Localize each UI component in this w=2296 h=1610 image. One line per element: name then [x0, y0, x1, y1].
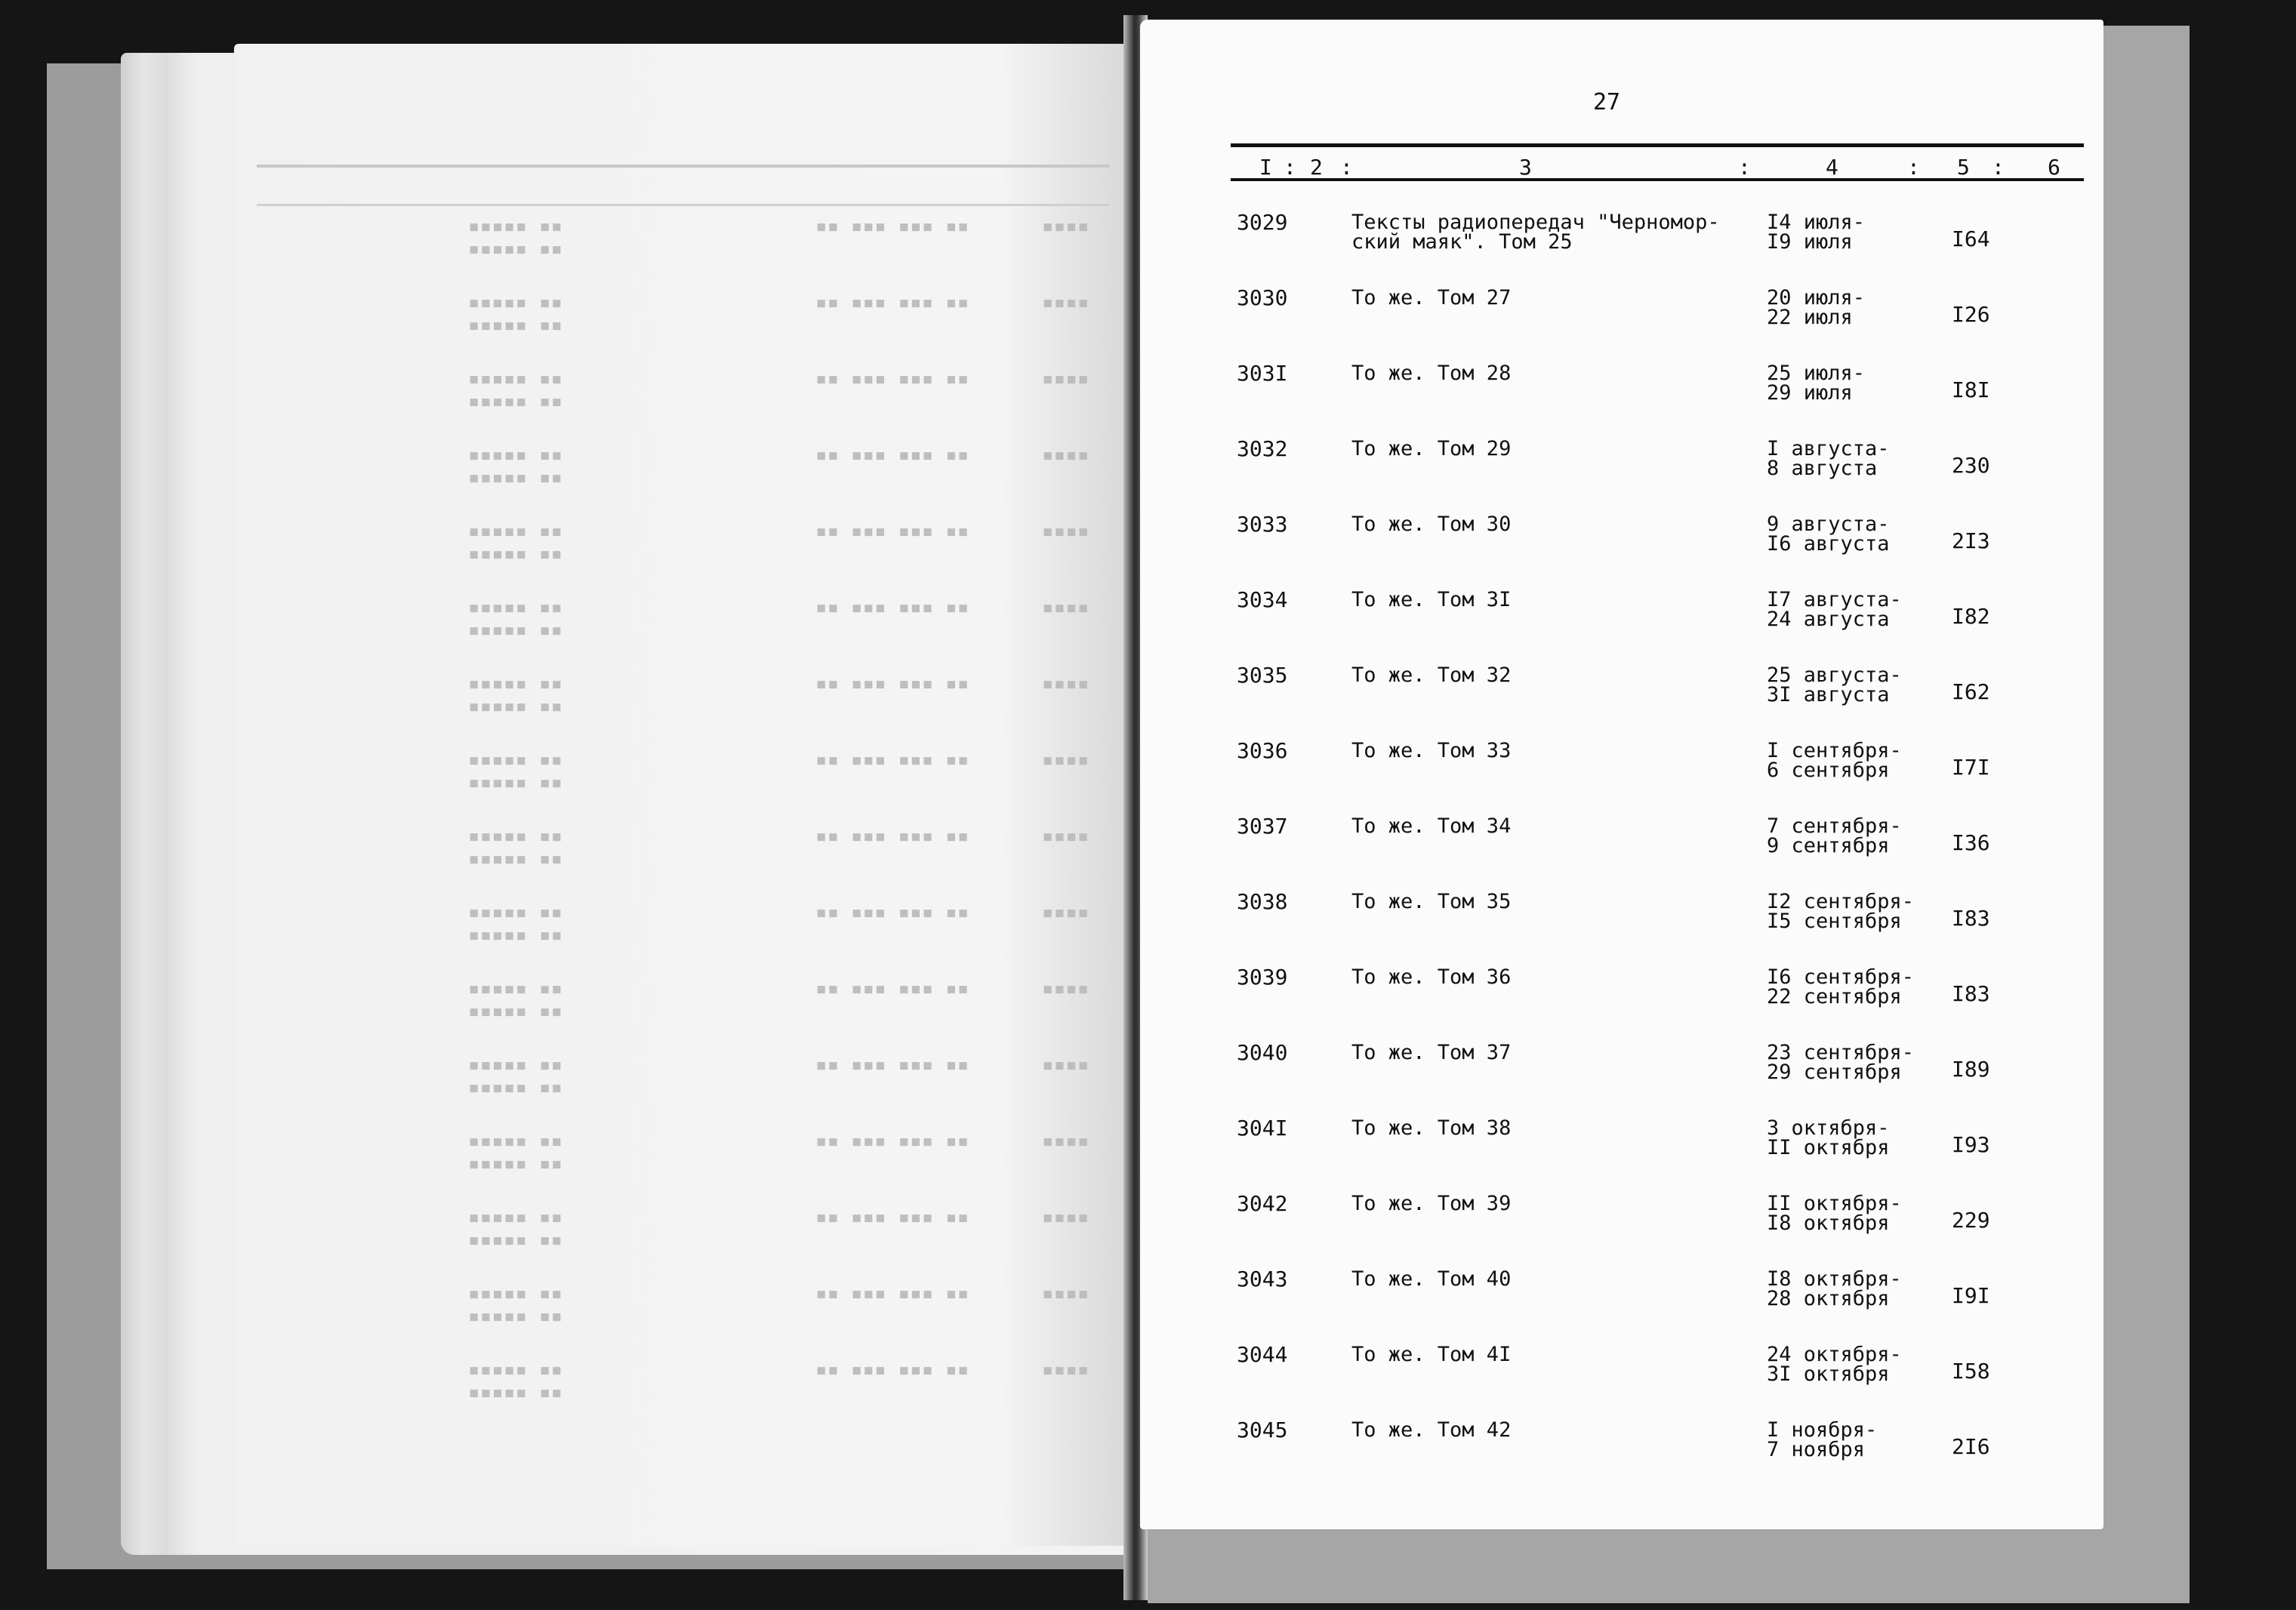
row-number: 3044 [1237, 1342, 1288, 1367]
row-title: То же. Том 29 [1351, 437, 1512, 460]
row-number: 3043 [1237, 1267, 1288, 1291]
row-dates: I4 июля- I9 июля [1767, 211, 1866, 254]
row-dates: I7 августа- 24 августа [1767, 588, 1902, 631]
row-dates: 9 августа- I6 августа [1767, 513, 1890, 556]
row-title: То же. Том 35 [1351, 890, 1512, 913]
row-pages: I82 [1952, 604, 1990, 629]
row-pages: I64 [1952, 226, 1990, 251]
row-dates: 23 сентября- 29 сентября [1767, 1041, 1915, 1084]
bleedthrough-mark: ▪▪ ▪▪▪▪▪ ▪▪ ▪▪▪▪▪ [468, 596, 563, 642]
row-number: 3035 [1237, 663, 1288, 688]
row-dates: 24 октября- 3I октября [1767, 1343, 1902, 1386]
row-number: 3038 [1237, 889, 1288, 914]
row-pages: I58 [1952, 1359, 1990, 1384]
bleedthrough-mark: ▪▪ ▪▪▪ ▪▪▪ ▪▪ [815, 1054, 969, 1076]
bleedthrough-mark: ▪▪▪▪ [1042, 520, 1089, 543]
row-dates: 25 августа- 3I августа [1767, 663, 1902, 706]
bleedthrough-mark: ▪▪ ▪▪▪ ▪▪▪ ▪▪ [815, 368, 969, 390]
row-pages: I83 [1952, 906, 1990, 931]
row-pages: I7I [1952, 755, 1990, 780]
bleedthrough-mark: ▪▪ ▪▪▪ ▪▪▪ ▪▪ [815, 825, 969, 848]
row-title: То же. Том 38 [1351, 1116, 1512, 1140]
row-dates: 20 июля- 22 июля [1767, 286, 1866, 329]
bleedthrough-mark: ▪▪▪▪ [1042, 215, 1089, 238]
col-header-sep: : [1284, 155, 1296, 180]
row-number: 3037 [1237, 814, 1288, 839]
row-number: 3045 [1237, 1418, 1288, 1442]
row-title: То же. Том 30 [1351, 513, 1512, 536]
row-title: То же. Том 37 [1351, 1041, 1512, 1064]
col-header-sep: : [1738, 155, 1751, 180]
row-pages: I93 [1952, 1132, 1990, 1157]
bleedthrough-mark: ▪▪▪▪ [1042, 1282, 1089, 1305]
bleedthrough-mark: ▪▪▪▪ [1042, 673, 1089, 695]
row-pages: I8I [1952, 377, 1990, 402]
bleedthrough-mark: ▪▪▪▪ [1042, 1130, 1089, 1153]
bleedthrough-mark: ▪▪ ▪▪▪ ▪▪▪ ▪▪ [815, 291, 969, 314]
row-pages: 229 [1952, 1208, 1990, 1233]
row-title: То же. Том 33 [1351, 739, 1512, 762]
row-number: 3032 [1237, 436, 1288, 461]
header-rule-top [1231, 143, 2084, 147]
page-number: 27 [1593, 89, 1621, 115]
col-header-sep: : [1992, 155, 2005, 180]
bleedthrough-mark: ▪▪ ▪▪▪▪▪ ▪▪ ▪▪▪▪▪ [468, 673, 563, 718]
bleedthrough-mark: ▪▪ ▪▪▪▪▪ ▪▪ ▪▪▪▪▪ [468, 901, 563, 947]
bleedthrough-mark: ▪▪ ▪▪▪▪▪ ▪▪ ▪▪▪▪▪ [468, 444, 563, 489]
bleedthrough-mark: ▪▪ ▪▪▪ ▪▪▪ ▪▪ [815, 673, 969, 695]
row-title: То же. Том 3I [1351, 588, 1512, 611]
col-header-3: 3 [1519, 155, 1532, 180]
bleedthrough-mark: ▪▪ ▪▪▪▪▪ ▪▪ ▪▪▪▪▪ [468, 215, 563, 260]
bleedthrough-mark: ▪▪ ▪▪▪ ▪▪▪ ▪▪ [815, 977, 969, 1000]
bleedthrough-mark: ▪▪ ▪▪▪▪▪ ▪▪ ▪▪▪▪▪ [468, 1282, 563, 1328]
row-number: 3033 [1237, 512, 1288, 537]
row-title: Тексты радиопередач "Черномор- ский маяк". Том 25 [1351, 211, 1720, 254]
bleedthrough-mark: ▪▪▪▪ [1042, 1359, 1089, 1381]
bleedthrough-mark: ▪▪ ▪▪▪ ▪▪▪ ▪▪ [815, 1282, 969, 1305]
row-dates: I6 сентября- 22 сентября [1767, 965, 1915, 1008]
row-dates: 3 октября- II октября [1767, 1116, 1890, 1159]
bleedthrough-mark: ▪▪ ▪▪▪▪▪ ▪▪ ▪▪▪▪▪ [468, 749, 563, 794]
bleedthrough-mark: ▪▪ ▪▪▪ ▪▪▪ ▪▪ [815, 901, 969, 924]
row-number: 304I [1237, 1116, 1288, 1141]
row-pages: 2I6 [1952, 1434, 1990, 1459]
row-number: 3039 [1237, 965, 1288, 990]
bleedthrough-mark: ▪▪ ▪▪▪▪▪ ▪▪ ▪▪▪▪▪ [468, 1130, 563, 1175]
row-number: 3029 [1237, 210, 1288, 235]
bleedthrough-mark: ▪▪▪▪ [1042, 1054, 1089, 1076]
col-header-4: 4 [1826, 155, 1838, 180]
bleedthrough-mark: ▪▪ ▪▪▪▪▪ ▪▪ ▪▪▪▪▪ [468, 291, 563, 337]
row-title: То же. Том 28 [1351, 362, 1512, 385]
bleedthrough-mark: ▪▪ ▪▪▪ ▪▪▪ ▪▪ [815, 215, 969, 238]
bleedthrough-mark: ▪▪ ▪▪▪▪▪ ▪▪ ▪▪▪▪▪ [468, 520, 563, 565]
bleedthrough-mark: ▪▪ ▪▪▪▪▪ ▪▪ ▪▪▪▪▪ [468, 1054, 563, 1099]
bleedthrough-mark: ▪▪ ▪▪▪▪▪ ▪▪ ▪▪▪▪▪ [468, 1359, 563, 1404]
bleedthrough-mark: ▪▪ ▪▪▪▪▪ ▪▪ ▪▪▪▪▪ [468, 977, 563, 1023]
bleedthrough-mark: ▪▪ ▪▪▪ ▪▪▪ ▪▪ [815, 520, 969, 543]
bleedthrough-mark: ▪▪ ▪▪▪▪▪ ▪▪ ▪▪▪▪▪ [468, 825, 563, 870]
row-pages: I62 [1952, 679, 1990, 704]
col-header-sep: : [1907, 155, 1920, 180]
row-title: То же. Том 42 [1351, 1418, 1512, 1442]
row-number: 3042 [1237, 1191, 1288, 1216]
bleedthrough-mark: ▪▪ ▪▪▪ ▪▪▪ ▪▪ [815, 1130, 969, 1153]
bleedthrough-mark: ▪▪ ▪▪▪ ▪▪▪ ▪▪ [815, 596, 969, 619]
bleedthrough-mark: ▪▪▪▪ [1042, 444, 1089, 466]
bleedthrough-mark: ▪▪ ▪▪▪▪▪ ▪▪ ▪▪▪▪▪ [468, 368, 563, 413]
bleedthrough-mark: ▪▪▪▪ [1042, 749, 1089, 771]
bleedthrough-mark: ▪▪▪▪ [1042, 825, 1089, 848]
left-page-ghost-rule [257, 165, 1110, 206]
bleedthrough-mark: ▪▪▪▪ [1042, 1206, 1089, 1229]
row-title: То же. Том 4I [1351, 1343, 1512, 1366]
row-pages: I83 [1952, 981, 1990, 1006]
row-title: То же. Том 40 [1351, 1267, 1512, 1291]
col-header-6: 6 [2048, 155, 2060, 180]
row-pages: 230 [1952, 453, 1990, 478]
row-number: 3040 [1237, 1040, 1288, 1065]
col-header-sep: : [1340, 155, 1353, 180]
bleedthrough-mark: ▪▪ ▪▪▪ ▪▪▪ ▪▪ [815, 444, 969, 466]
bleedthrough-mark: ▪▪ ▪▪▪ ▪▪▪ ▪▪ [815, 1359, 969, 1381]
row-pages: I89 [1952, 1057, 1990, 1082]
row-number: 3034 [1237, 587, 1288, 612]
bleedthrough-mark: ▪▪▪▪ [1042, 901, 1089, 924]
row-dates: 7 сентября- 9 сентября [1767, 814, 1902, 857]
col-header-1: I [1259, 155, 1272, 180]
row-dates: I ноября- 7 ноября [1767, 1418, 1878, 1461]
bleedthrough-mark: ▪▪▪▪ [1042, 291, 1089, 314]
row-number: 303I [1237, 361, 1288, 386]
row-dates: I8 октября- 28 октября [1767, 1267, 1902, 1310]
row-title: То же. Том 27 [1351, 286, 1512, 309]
row-dates: I августа- 8 августа [1767, 437, 1890, 480]
row-dates: I2 сентября- I5 сентября [1767, 890, 1915, 933]
row-title: То же. Том 34 [1351, 814, 1512, 838]
row-title: То же. Том 36 [1351, 965, 1512, 989]
header-rule-bottom [1231, 178, 2084, 181]
row-dates: 25 июля- 29 июля [1767, 362, 1866, 405]
bleedthrough-mark: ▪▪▪▪ [1042, 977, 1089, 1000]
bleedthrough-mark: ▪▪▪▪ [1042, 368, 1089, 390]
bleedthrough-mark: ▪▪ ▪▪▪▪▪ ▪▪ ▪▪▪▪▪ [468, 1206, 563, 1251]
row-pages: I26 [1952, 302, 1990, 327]
bleedthrough-mark: ▪▪ ▪▪▪ ▪▪▪ ▪▪ [815, 1206, 969, 1229]
col-header-5: 5 [1957, 155, 1970, 180]
col-header-2: 2 [1310, 155, 1323, 180]
row-title: То же. Том 39 [1351, 1192, 1512, 1215]
left-page-bleedthrough [234, 44, 1133, 1546]
row-pages: I9I [1952, 1283, 1990, 1308]
row-title: То же. Том 32 [1351, 663, 1512, 687]
bleedthrough-mark: ▪▪▪▪ [1042, 596, 1089, 619]
row-pages: 2I3 [1952, 528, 1990, 553]
bleedthrough-mark: ▪▪ ▪▪▪ ▪▪▪ ▪▪ [815, 749, 969, 771]
row-number: 3036 [1237, 738, 1288, 763]
row-number: 3030 [1237, 285, 1288, 310]
row-pages: I36 [1952, 830, 1990, 855]
row-dates: I сентября- 6 сентября [1767, 739, 1902, 782]
row-dates: II октября- I8 октября [1767, 1192, 1902, 1235]
